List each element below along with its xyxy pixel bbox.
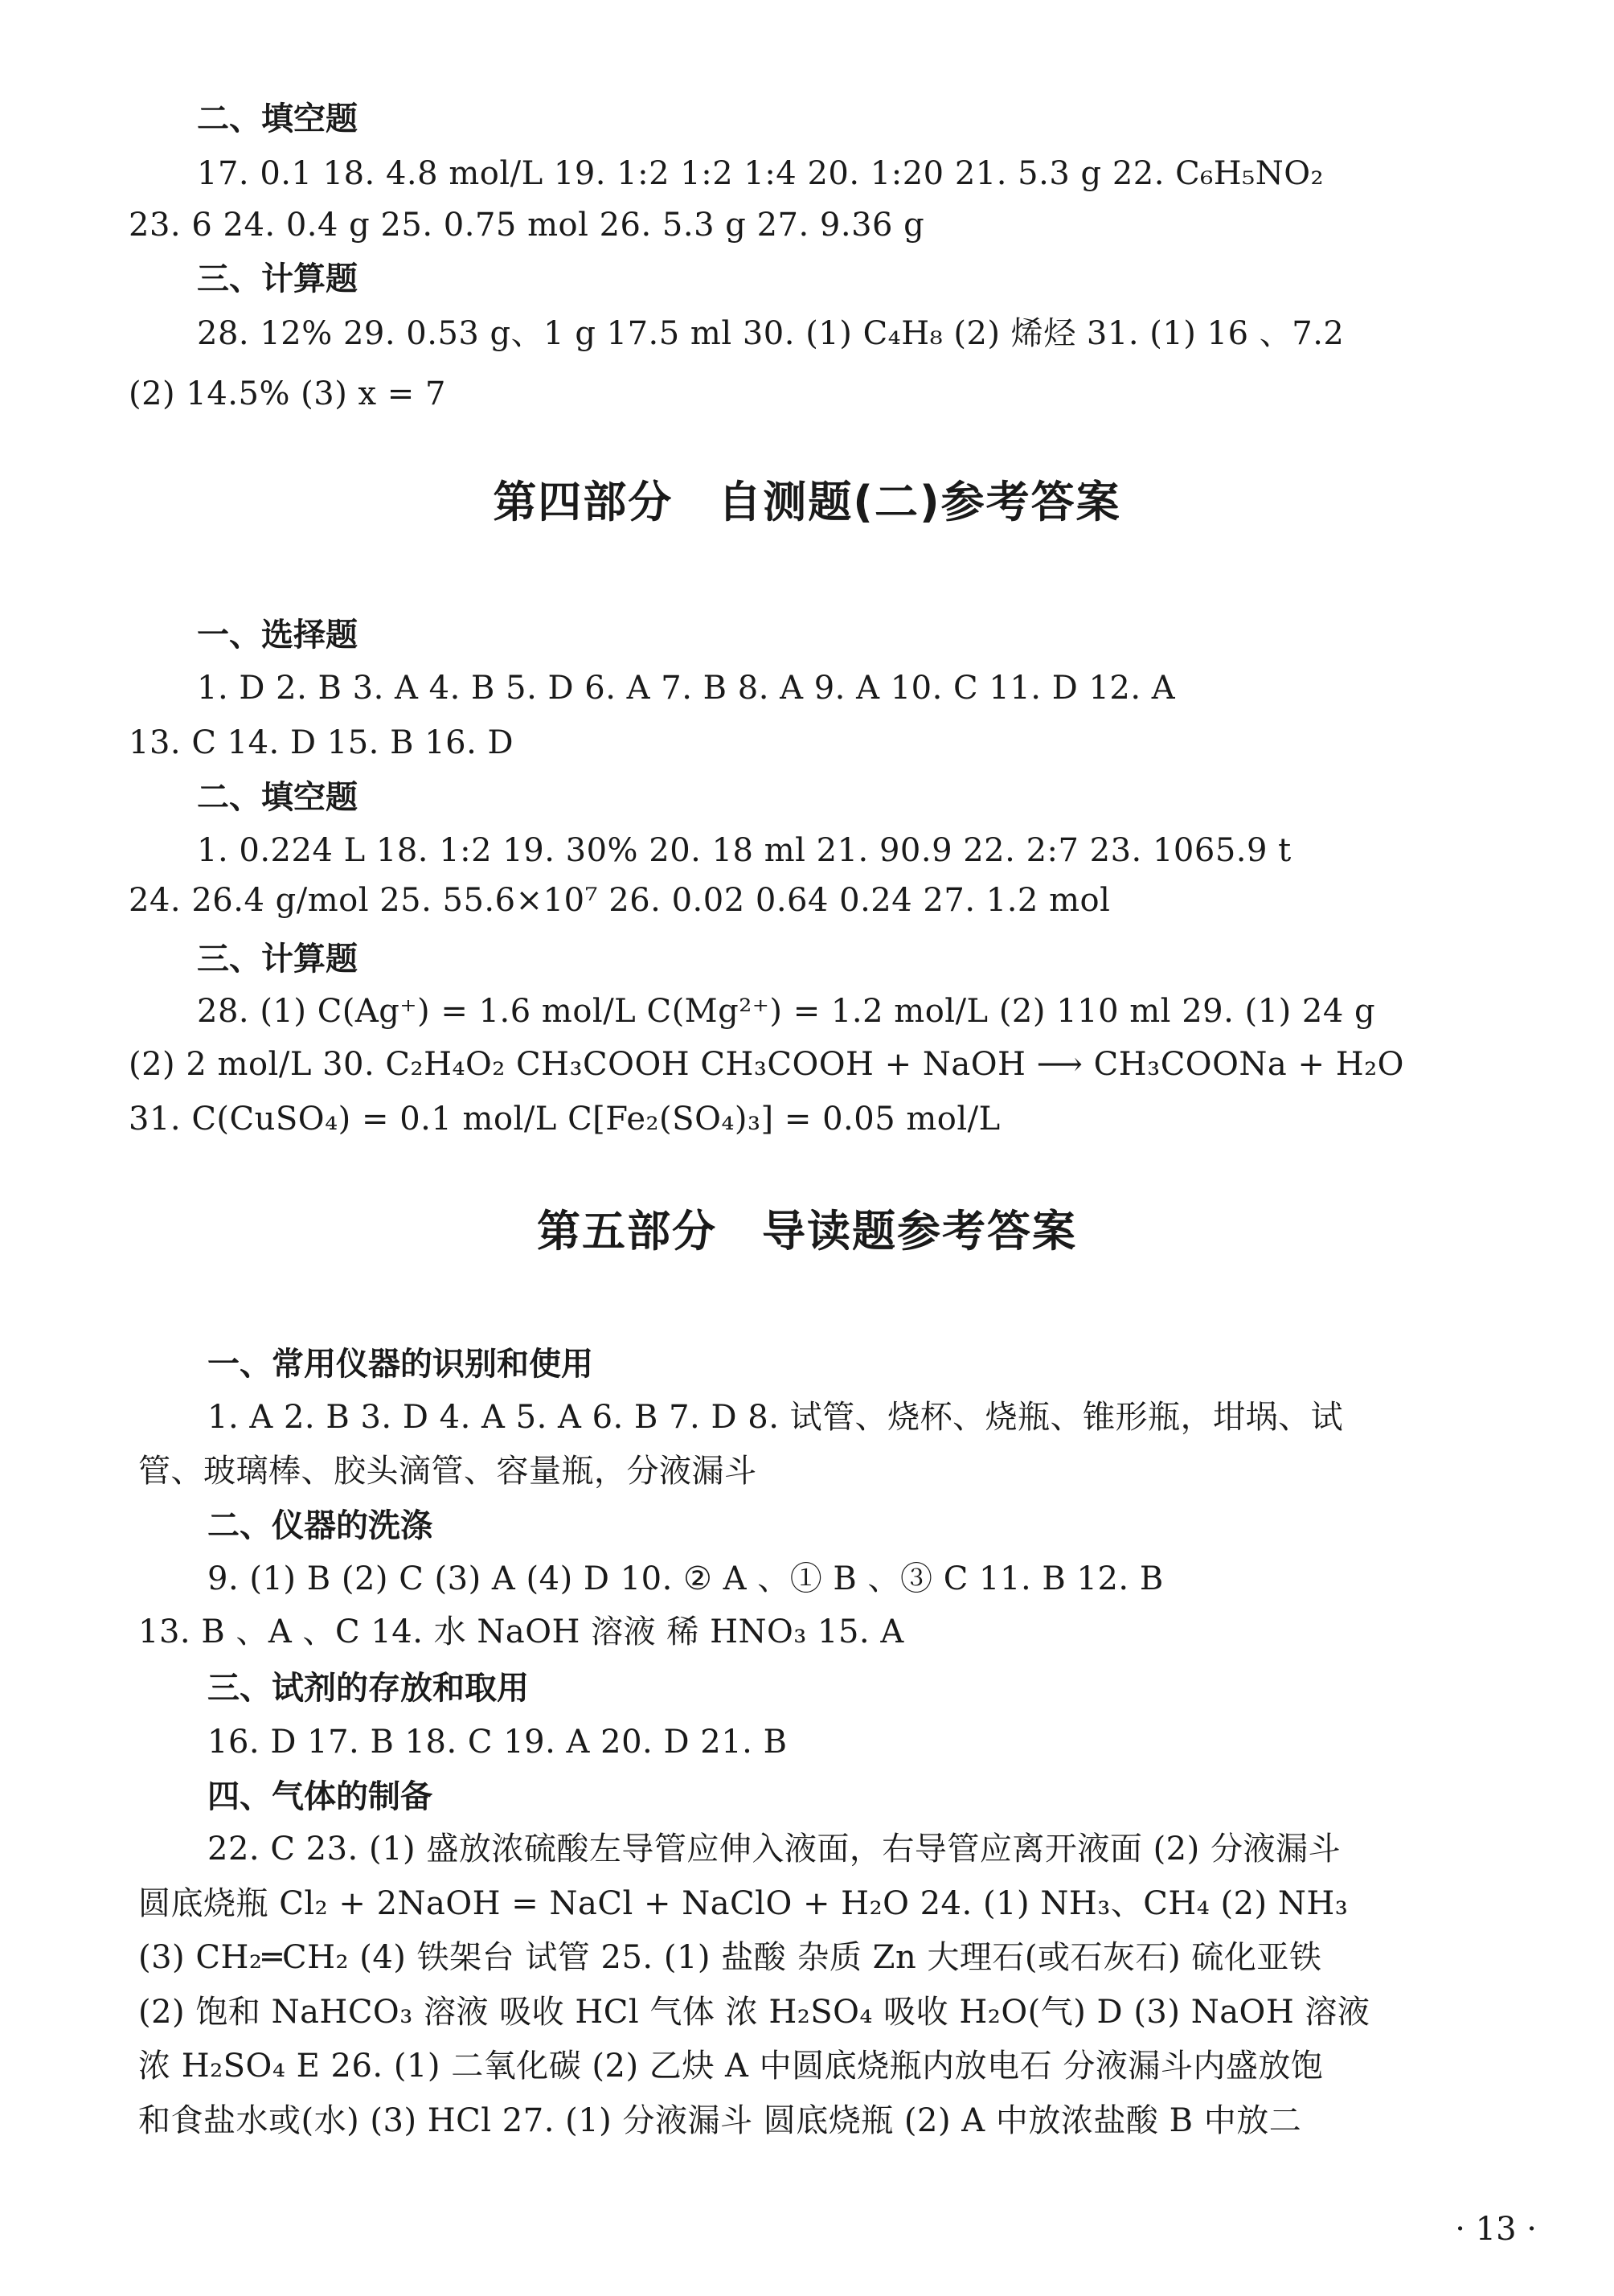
section-heading-choice: 一、选择题 — [197, 617, 358, 654]
answer-line: 17. 0.1 18. 4.8 mol/L 19. 1:2 1:2 1:4 20. 1:20 21. 5.3 g 22. C₆H₅NO₂ — [197, 155, 1325, 192]
answer-line: 浓 H₂SO₄ E 26. (1) 二氧化碳 (2) 乙炔 A 中圆底烧瓶内放电石 分液漏斗内盛放饱 — [138, 2048, 1324, 2085]
section-heading-gas-preparation: 四、气体的制备 — [207, 1778, 432, 1815]
part-four-title: 第四部分 自测题(二)参考答案 — [493, 477, 1121, 527]
answer-line: 23. 6 24. 0.4 g 25. 0.75 mol 26. 5.3 g 27. 9.36 g — [129, 207, 925, 244]
answer-line: 1. A 2. B 3. D 4. A 5. A 6. B 7. D 8. 试管、烧杯、烧瓶、锥形瓶，坩埚、试 — [207, 1399, 1344, 1436]
answer-line: 24. 26.4 g/mol 25. 55.6×10⁷ 26. 0.02 0.64 0.24 27. 1.2 mol — [129, 882, 1111, 919]
answer-line: 28. (1) C(Ag⁺) = 1.6 mol/L C(Mg²⁺) = 1.2 mol/L (2) 110 ml 29. (1) 24 g — [197, 993, 1376, 1030]
part-five-title: 第五部分 导读题参考答案 — [537, 1206, 1077, 1257]
answer-line: 13. B 、A 、C 14. 水 NaOH 溶液 稀 HNO₃ 15. A — [138, 1613, 904, 1650]
answer-line: 31. C(CuSO₄) = 0.1 mol/L C[Fe₂(SO₄)₃] = 0.05 mol/L — [129, 1101, 1001, 1138]
answer-line: 16. D 17. B 18. C 19. A 20. D 21. B — [207, 1724, 788, 1761]
section-heading-reagents: 三、试剂的存放和取用 — [207, 1670, 529, 1707]
section-heading-calculation: 三、计算题 — [197, 941, 358, 978]
section-heading-calculation: 三、计算题 — [197, 260, 358, 297]
answer-line: 9. (1) B (2) C (3) A (4) D 10. ② A 、① B 、③ C 11. B 12. B — [207, 1560, 1164, 1597]
section-heading-instruments: 一、常用仪器的识别和使用 — [207, 1346, 593, 1383]
answer-line: 管、玻璃棒、胶头滴管、容量瓶，分液漏斗 — [138, 1453, 757, 1490]
answer-line: (3) CH₂═CH₂ (4) 铁架台 试管 25. (1) 盐酸 杂质 Zn 大理石(或石灰石) 硫化亚铁 — [138, 1939, 1322, 1976]
answer-line: 28. 12% 29. 0.53 g、1 g 17.5 ml 30. (1) C₄H₈ (2) 烯烃 31. (1) 16 、7.2 — [197, 315, 1345, 352]
answer-line: 1. 0.224 L 18. 1:2 19. 30% 20. 18 ml 21. 90.9 22. 2:7 23. 1065.9 t — [197, 832, 1292, 869]
page-number: · 13 · — [1455, 2211, 1537, 2248]
answer-line: 13. C 14. D 15. B 16. D — [129, 724, 514, 761]
section-heading-fill-blank: 二、填空题 — [197, 100, 358, 137]
section-heading-washing: 二、仪器的洗涤 — [207, 1507, 432, 1544]
answer-line: 22. C 23. (1) 盛放浓硫酸左导管应伸入液面，右导管应离开液面 (2) 分液漏斗 — [207, 1831, 1341, 1868]
answer-line: (2) 14.5% (3) x = 7 — [129, 375, 446, 412]
answer-line: (2) 饱和 NaHCO₃ 溶液 吸收 HCl 气体 浓 H₂SO₄ 吸收 H₂O(气) D (3) NaOH 溶液 — [138, 1994, 1370, 2031]
answer-line: (2) 2 mol/L 30. C₂H₄O₂ CH₃COOH CH₃COOH + NaOH ⟶ CH₃COONa + H₂O — [129, 1046, 1404, 1083]
answer-line: 和食盐水或(水) (3) HCl 27. (1) 分液漏斗 圆底烧瓶 (2) A 中放浓盐酸 B 中放二 — [138, 2102, 1302, 2139]
answer-line: 1. D 2. B 3. A 4. B 5. D 6. A 7. B 8. A 9. A 10. C 11. D 12. A — [197, 670, 1176, 707]
section-heading-fill-blank: 二、填空题 — [197, 779, 358, 816]
answer-line: 圆底烧瓶 Cl₂ + 2NaOH = NaCl + NaClO + H₂O 24. (1) NH₃、CH₄ (2) NH₃ — [138, 1885, 1349, 1922]
